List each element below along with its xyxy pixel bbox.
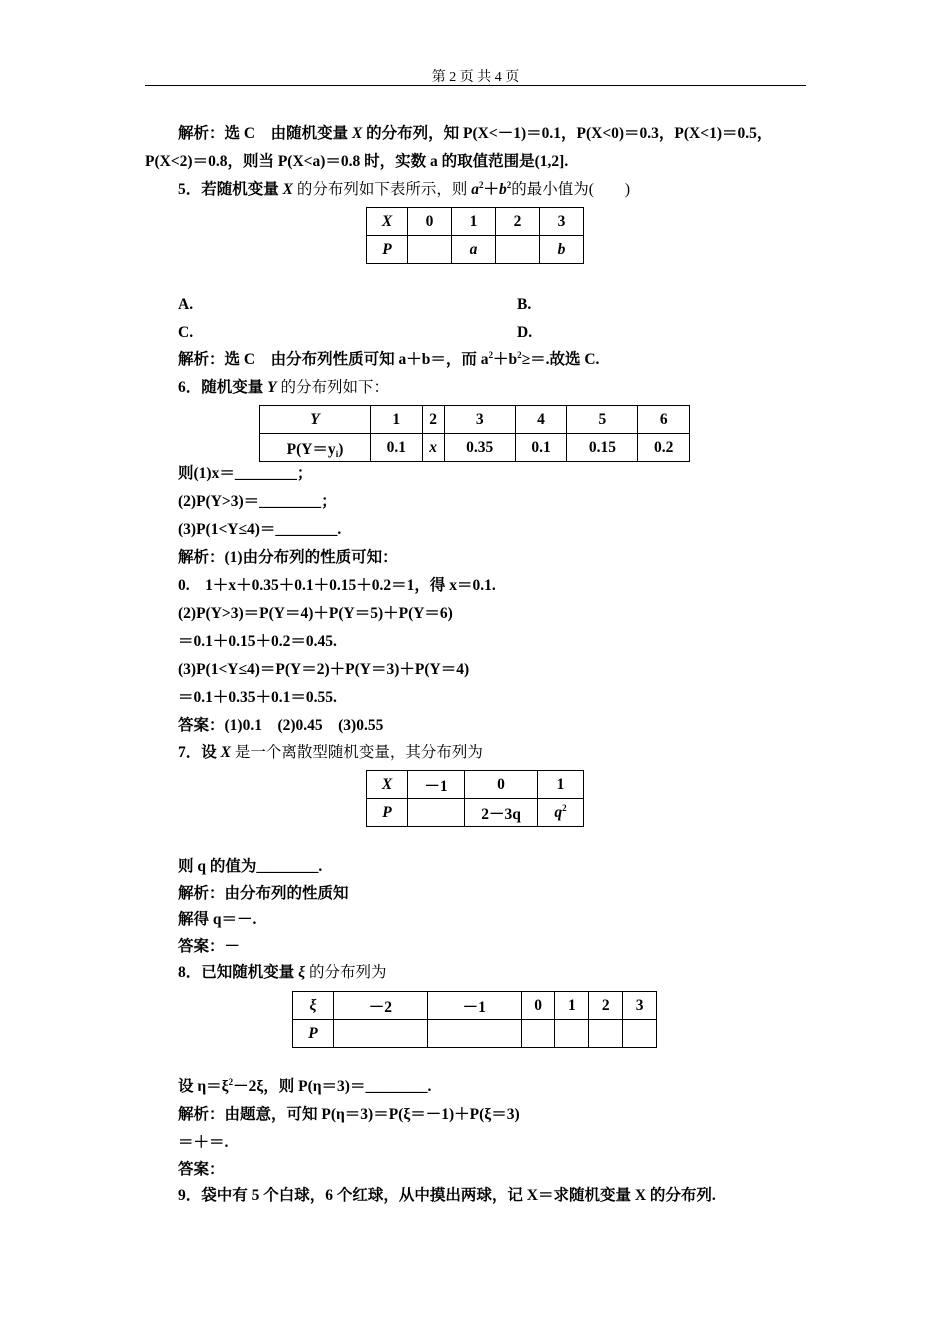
q6-stem-a: 6．随机变量 bbox=[178, 379, 268, 396]
q6-y-label: Y bbox=[310, 410, 320, 428]
table-cell: 2 bbox=[496, 208, 540, 236]
q8-question-a: 设 η＝ξ bbox=[178, 1078, 229, 1095]
q5-expr-b-sup: 2 bbox=[506, 180, 512, 190]
table-cell: 3 bbox=[444, 406, 515, 434]
q4-solution-line1 bbox=[178, 124, 772, 144]
table-cell: 0.2 bbox=[638, 434, 690, 462]
table-cell: 0.1 bbox=[371, 434, 423, 462]
q6-stem-b: 的分布列如下： bbox=[276, 379, 389, 396]
q4-solution-text-a: 解析：选 C 由随机变量 bbox=[178, 125, 352, 142]
table-header-cell bbox=[293, 992, 334, 1020]
table-header-cell bbox=[367, 799, 408, 827]
q5-option-c: C. bbox=[178, 324, 194, 341]
q8-stem-var: ξ bbox=[298, 964, 306, 981]
q5-expr-b: b bbox=[499, 181, 507, 198]
q8-question bbox=[178, 1077, 431, 1097]
q5-solution-c: ≥＝.故选 C. bbox=[521, 351, 600, 368]
q8-answer: 答案： bbox=[178, 1161, 225, 1178]
q6-solution-2: 0. 1＋x＋0.35＋0.1＋0.15＋0.2＝1，得 x＝0.1. bbox=[178, 577, 496, 594]
table-header-cell bbox=[367, 236, 408, 264]
table-cell: 1 bbox=[555, 992, 589, 1020]
q8-x-label: ξ bbox=[309, 996, 317, 1014]
q5-expr-plus: ＋ bbox=[483, 181, 500, 198]
page-header: 第 2 页 共 4 页 bbox=[431, 70, 520, 85]
q5-solution bbox=[178, 350, 599, 370]
table-cell bbox=[538, 799, 584, 827]
q6-p-x: x bbox=[429, 438, 437, 456]
q5-stem-c: 的最小值为( ) bbox=[511, 181, 631, 198]
table-cell: 0 bbox=[465, 771, 538, 799]
q6-stem bbox=[178, 378, 389, 398]
table-cell bbox=[422, 434, 444, 462]
q8-distribution-table bbox=[292, 991, 657, 1048]
table-cell: 2－3q bbox=[465, 799, 538, 827]
q6-solution-3: (2)P(Y>3)＝P(Y＝4)＋P(Y＝5)＋P(Y＝6) bbox=[178, 605, 453, 622]
table-cell: 0.35 bbox=[444, 434, 515, 462]
q7-question: 则 q 的值为________. bbox=[178, 858, 323, 875]
q8-question-b: －2ξ，则 P(η＝3)＝________. bbox=[233, 1078, 432, 1095]
q6-solution-6: ＝0.1＋0.35＋0.1＝0.55. bbox=[178, 689, 337, 706]
q6-p-label-a: P(Y＝y bbox=[286, 440, 336, 458]
table-cell: 0 bbox=[521, 992, 555, 1020]
q5-x-label: X bbox=[381, 212, 393, 230]
table-cell: －1 bbox=[427, 992, 521, 1020]
table-row bbox=[367, 771, 584, 799]
q8-stem-b: 的分布列为 bbox=[305, 964, 387, 981]
table-cell: 2 bbox=[589, 992, 623, 1020]
q6-question-2: (2)P(Y>3)＝________； bbox=[178, 493, 337, 510]
q6-question-3: (3)P(1<Y≤4)＝________. bbox=[178, 521, 342, 538]
q7-p-q-sup: 2 bbox=[562, 802, 567, 813]
q4-solution-line2: P(X<2)＝0.8，则当 P(X<a)＝0.8 时，实数 a 的取值范围是(1,2]. bbox=[145, 153, 569, 170]
q5-option-d: D. bbox=[517, 324, 533, 341]
table-row bbox=[367, 208, 584, 236]
q6-solution-4: ＝0.1＋0.15＋0.2＝0.45. bbox=[178, 633, 337, 650]
table-cell: 0.15 bbox=[567, 434, 638, 462]
q5-solution-sup-b: 2 bbox=[517, 350, 522, 360]
q5-p-b: b bbox=[557, 240, 566, 258]
q8-p-label: P bbox=[308, 1024, 318, 1042]
table-cell bbox=[496, 236, 540, 264]
q6-solution-5: (3)P(1<Y≤4)＝P(Y＝2)＋P(Y＝3)＋P(Y＝4) bbox=[178, 661, 470, 678]
q7-stem bbox=[178, 743, 483, 763]
q8-solution-2: ＝＋＝. bbox=[178, 1134, 229, 1151]
table-cell bbox=[540, 236, 584, 264]
q5-stem-a: 5．若随机变量 bbox=[178, 181, 283, 198]
q7-solution-1: 解析：由分布列的性质知 bbox=[178, 885, 349, 902]
q5-p-label: P bbox=[382, 240, 392, 258]
q8-question-sup: 2 bbox=[228, 1077, 234, 1087]
q4-solution-var: X bbox=[351, 125, 363, 142]
q5-stem-var: X bbox=[282, 181, 293, 198]
q7-p-q: q bbox=[554, 803, 563, 821]
q6-p-label-sub: i bbox=[335, 448, 339, 459]
q5-solution-b: ＋b bbox=[492, 351, 518, 368]
table-cell: 3 bbox=[623, 992, 657, 1020]
table-row bbox=[367, 236, 584, 264]
q7-stem-a: 7．设 bbox=[178, 744, 221, 761]
q5-stem-b: 的分布列如下表所示，则 bbox=[292, 181, 472, 198]
q5-expr-a-sup: 2 bbox=[479, 180, 484, 190]
q6-question-1: 则(1)x＝________； bbox=[178, 465, 313, 482]
table-cell: 0 bbox=[408, 208, 452, 236]
q8-solution-1: 解析：由题意，可知 P(η＝3)＝P(ξ＝－1)＋P(ξ＝3) bbox=[178, 1106, 520, 1123]
q7-solution-2: 解得 q＝－. bbox=[178, 911, 257, 928]
table-cell bbox=[623, 1020, 657, 1048]
q7-distribution-table bbox=[366, 770, 584, 827]
q6-distribution-table bbox=[259, 405, 690, 462]
header-rule bbox=[145, 85, 806, 86]
table-cell bbox=[521, 1020, 555, 1048]
table-row bbox=[293, 992, 657, 1020]
table-cell: 5 bbox=[567, 406, 638, 434]
q5-option-a: A. bbox=[178, 296, 194, 313]
table-cell bbox=[408, 236, 452, 264]
q5-option-b: B. bbox=[517, 296, 532, 313]
q4-solution-text-c: 的分布列，知 P(X<－1)＝0.1，P(X<0)＝0.3，P(X<1)＝0.5， bbox=[362, 125, 773, 142]
q8-stem bbox=[178, 963, 387, 983]
table-cell: 1 bbox=[452, 208, 496, 236]
q7-stem-var: X bbox=[220, 744, 231, 761]
q9-stem: 9．袋中有 5 个白球，6 个红球，从中摸出两球，记 X＝求随机变量 X 的分布列. bbox=[178, 1187, 716, 1204]
table-cell bbox=[589, 1020, 623, 1048]
table-cell bbox=[334, 1020, 428, 1048]
q5-solution-a: 解析：选 C 由分布列性质可知 a＋b＝，而 a bbox=[178, 351, 489, 368]
table-cell: －2 bbox=[334, 992, 428, 1020]
table-header-cell bbox=[367, 771, 408, 799]
table-header-cell bbox=[367, 208, 408, 236]
q5-solution-sup-a: 2 bbox=[488, 350, 493, 360]
table-cell: 2 bbox=[422, 406, 444, 434]
q6-stem-var: Y bbox=[267, 379, 277, 396]
table-row bbox=[367, 799, 584, 827]
q6-answer: 答案：(1)0.1 (2)0.45 (3)0.55 bbox=[178, 717, 384, 734]
table-cell bbox=[427, 1020, 521, 1048]
table-cell: 1 bbox=[371, 406, 423, 434]
q7-stem-b: 是一个离散型随机变量，其分布列为 bbox=[230, 744, 483, 761]
q5-stem bbox=[178, 180, 630, 200]
table-header-cell bbox=[260, 434, 371, 462]
q6-p-label-b: ) bbox=[338, 440, 344, 458]
table-cell: 4 bbox=[515, 406, 567, 434]
q5-p-a: a bbox=[469, 240, 478, 258]
table-cell: 3 bbox=[540, 208, 584, 236]
table-header-cell bbox=[260, 406, 371, 434]
table-cell: 0.1 bbox=[515, 434, 567, 462]
table-cell: 6 bbox=[638, 406, 690, 434]
table-row bbox=[260, 434, 690, 462]
table-cell: 1 bbox=[538, 771, 584, 799]
table-cell bbox=[408, 799, 465, 827]
table-row bbox=[293, 1020, 657, 1048]
q5-expr-a: a bbox=[471, 181, 479, 198]
table-row bbox=[260, 406, 690, 434]
table-cell bbox=[555, 1020, 589, 1048]
table-cell: －1 bbox=[408, 771, 465, 799]
q7-x-label: X bbox=[381, 775, 393, 793]
table-cell bbox=[452, 236, 496, 264]
q5-distribution-table bbox=[366, 207, 584, 264]
table-header-cell bbox=[293, 1020, 334, 1048]
q8-stem-a: 8．已知随机变量 bbox=[178, 964, 299, 981]
q6-solution-1: 解析：(1)由分布列的性质可知： bbox=[178, 549, 398, 566]
q7-answer: 答案：－ bbox=[178, 938, 241, 955]
q7-p-label: P bbox=[382, 803, 392, 821]
